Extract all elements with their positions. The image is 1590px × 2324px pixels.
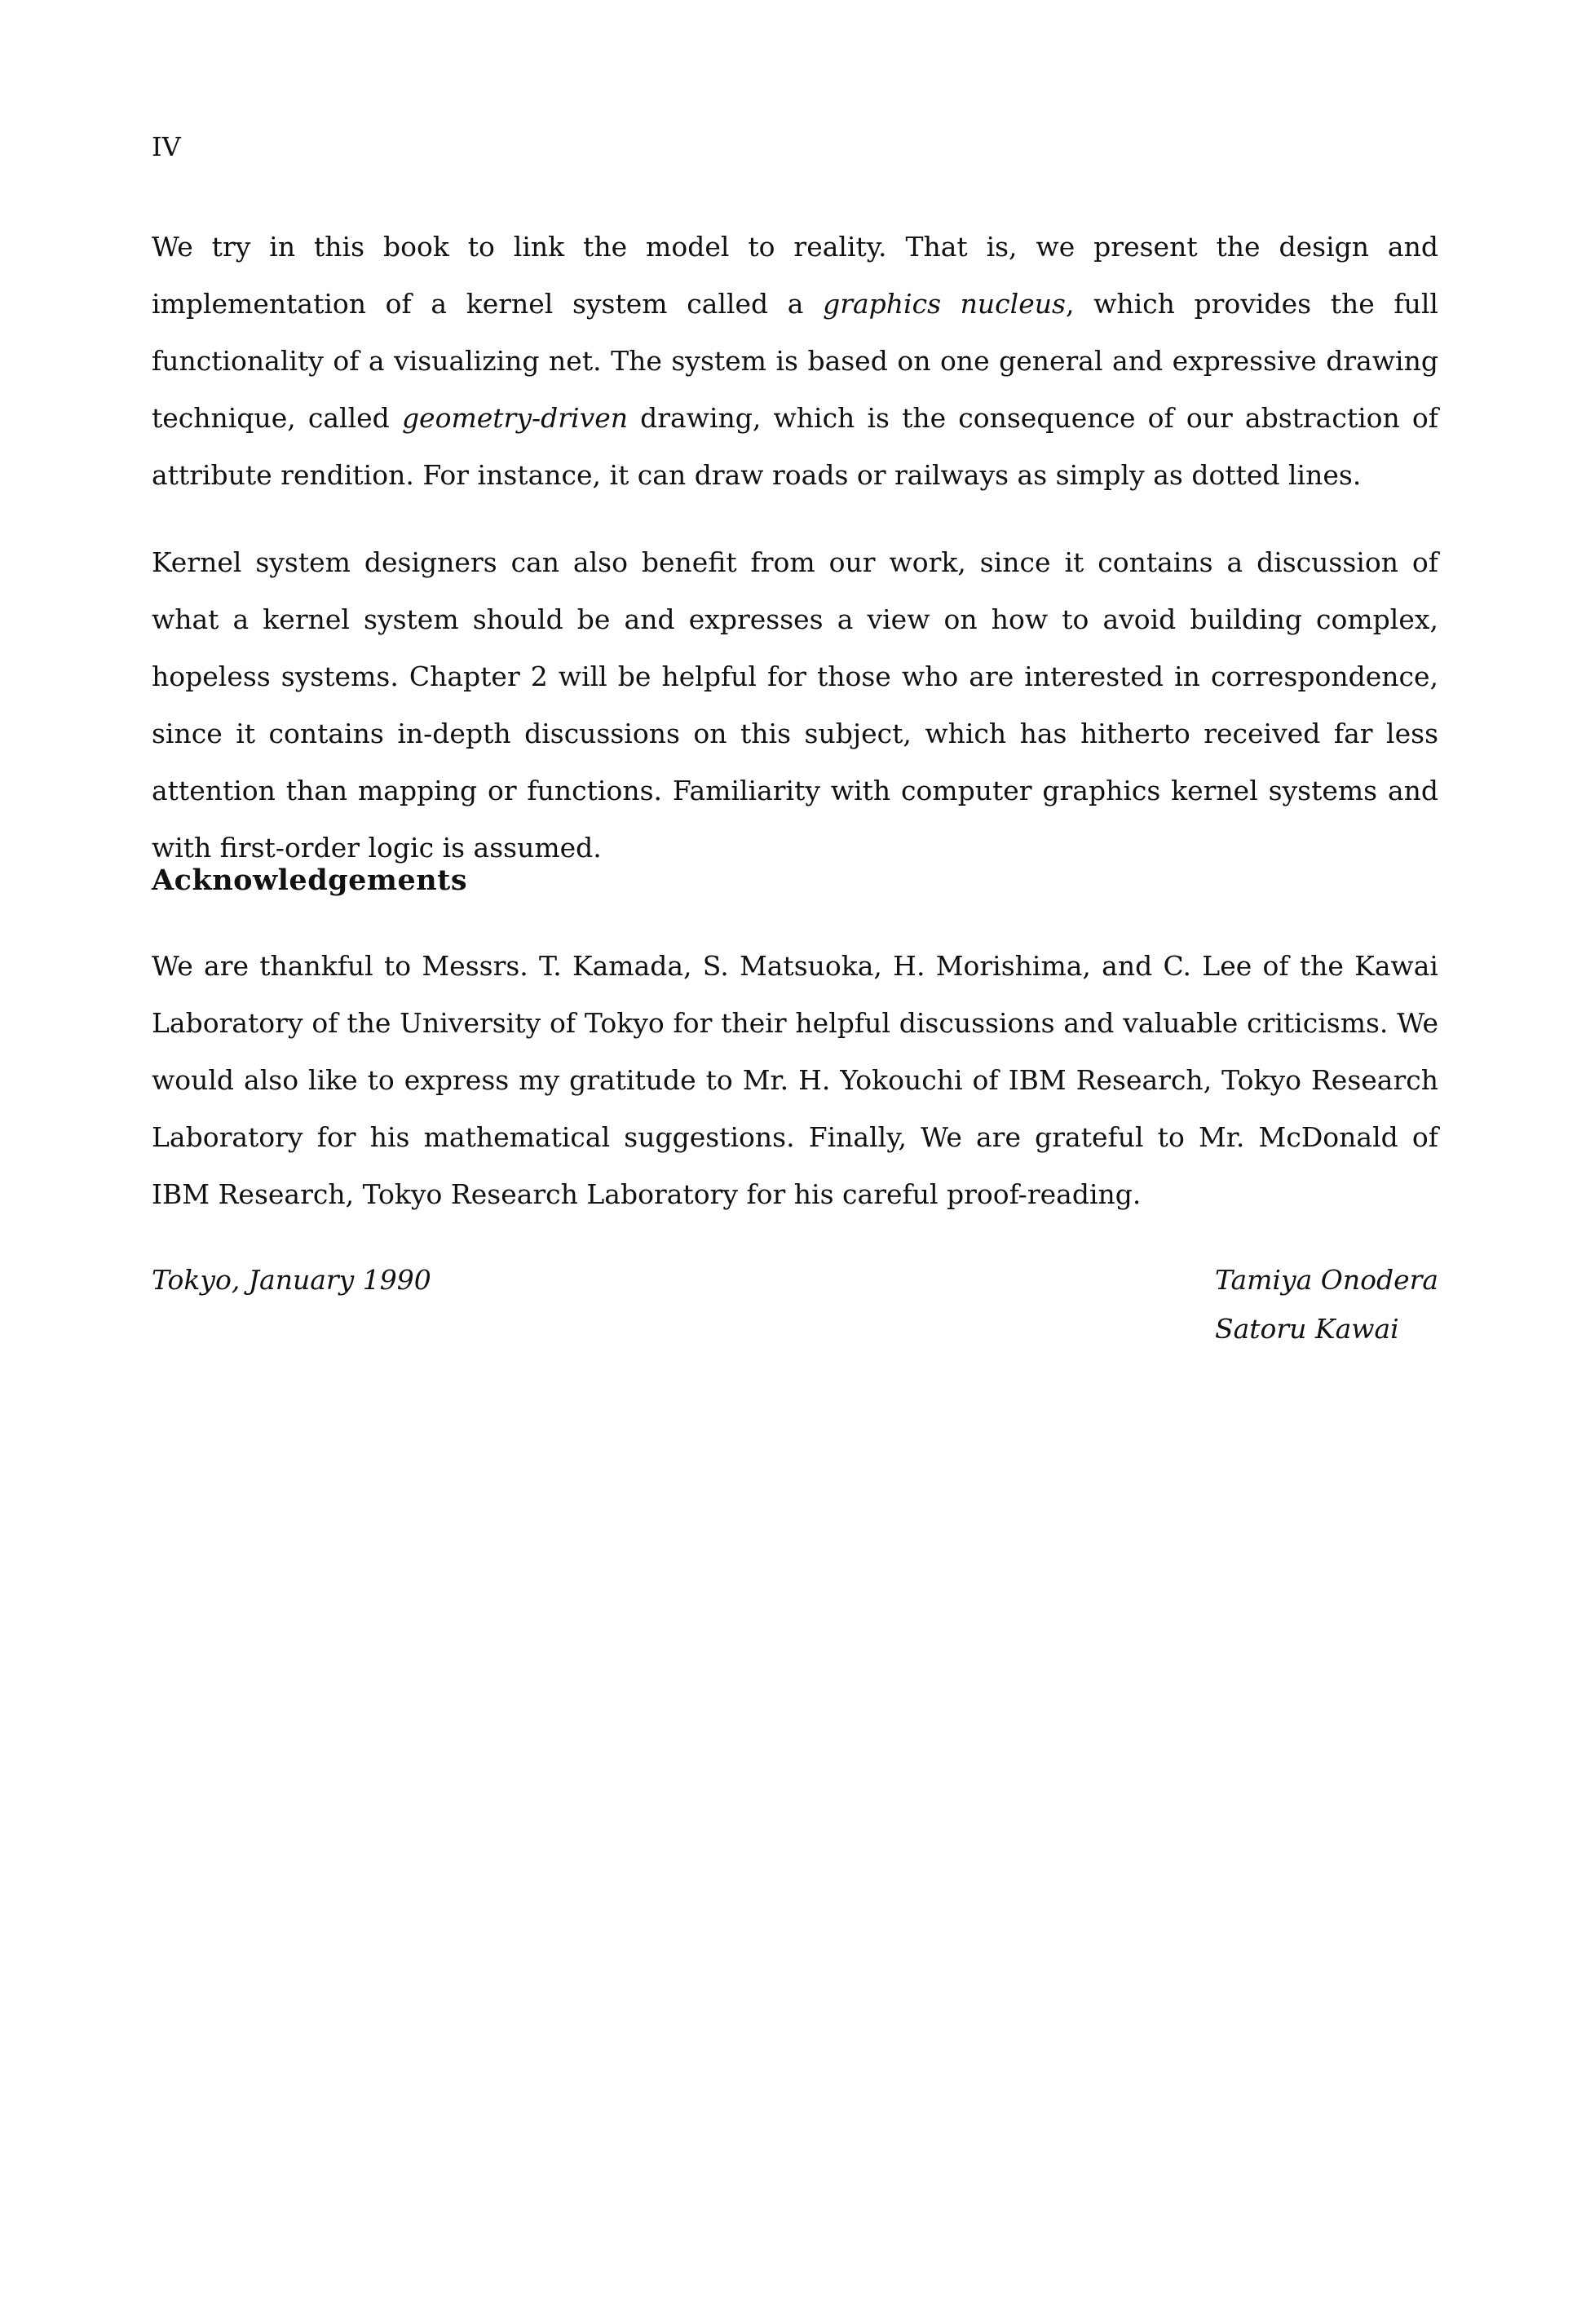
intro-text-c: drawing, which is the consequence of our abstraction of attribute rendition. For instance, it can draw roads or railways as simply as dotted lines. [152, 402, 1438, 491]
intro-text-b: , which provides the full functionality of a visualizing net. The system is based on one general and expressive drawing technique, called [152, 288, 1438, 434]
intro-paragraph [152, 219, 1438, 504]
acknowledgements-paragraph: We are thankful to Messrs. T. Kamada, S. Matsuoka, H. Morishima, and C. Lee of the Kawai Laboratory of the University of Tokyo for their helpful discussions and valuable criticisms. We would also like to express my gratitude to Mr. H. Yokouchi of IBM Research, Tokyo Research Laboratory for his mathematical suggestions. Finally, We are grateful to Mr. McDonald of IBM Research, Tokyo Research Laboratory for his careful proof-reading. [152, 950, 1438, 1210]
author-name: Tamiya Onodera [1215, 1264, 1439, 1296]
author-signatures [1215, 1256, 1438, 1354]
author-name: Satoru Kawai [1215, 1313, 1399, 1345]
page-number: IV [152, 131, 181, 162]
place-date: Tokyo, January 1990 [152, 1264, 431, 1296]
kernel-designers-paragraph: Kernel system designers can also benefit from our work, since it contains a discussion of what a kernel system should be and expresses a view on how to avoid building complex, hopeless systems. Chapter 2 will be helpful for those who are interested in correspondence, since it contains in-depth discussions on this subject, which has hitherto received far less attention than mapping or functions. Familiarity with computer graphics kernel systems and with first-order logic is assumed. [152, 546, 1438, 864]
geometry-driven-term: geometry-driven [401, 402, 628, 434]
graphics-nucleus-term: graphics nucleus [823, 288, 1066, 320]
intro-text-a: We try in this book to link the model to reality. That is, we present the design and implementation of a kernel system called a [152, 231, 1438, 320]
acknowledgements-heading: Acknowledgements [152, 864, 468, 897]
